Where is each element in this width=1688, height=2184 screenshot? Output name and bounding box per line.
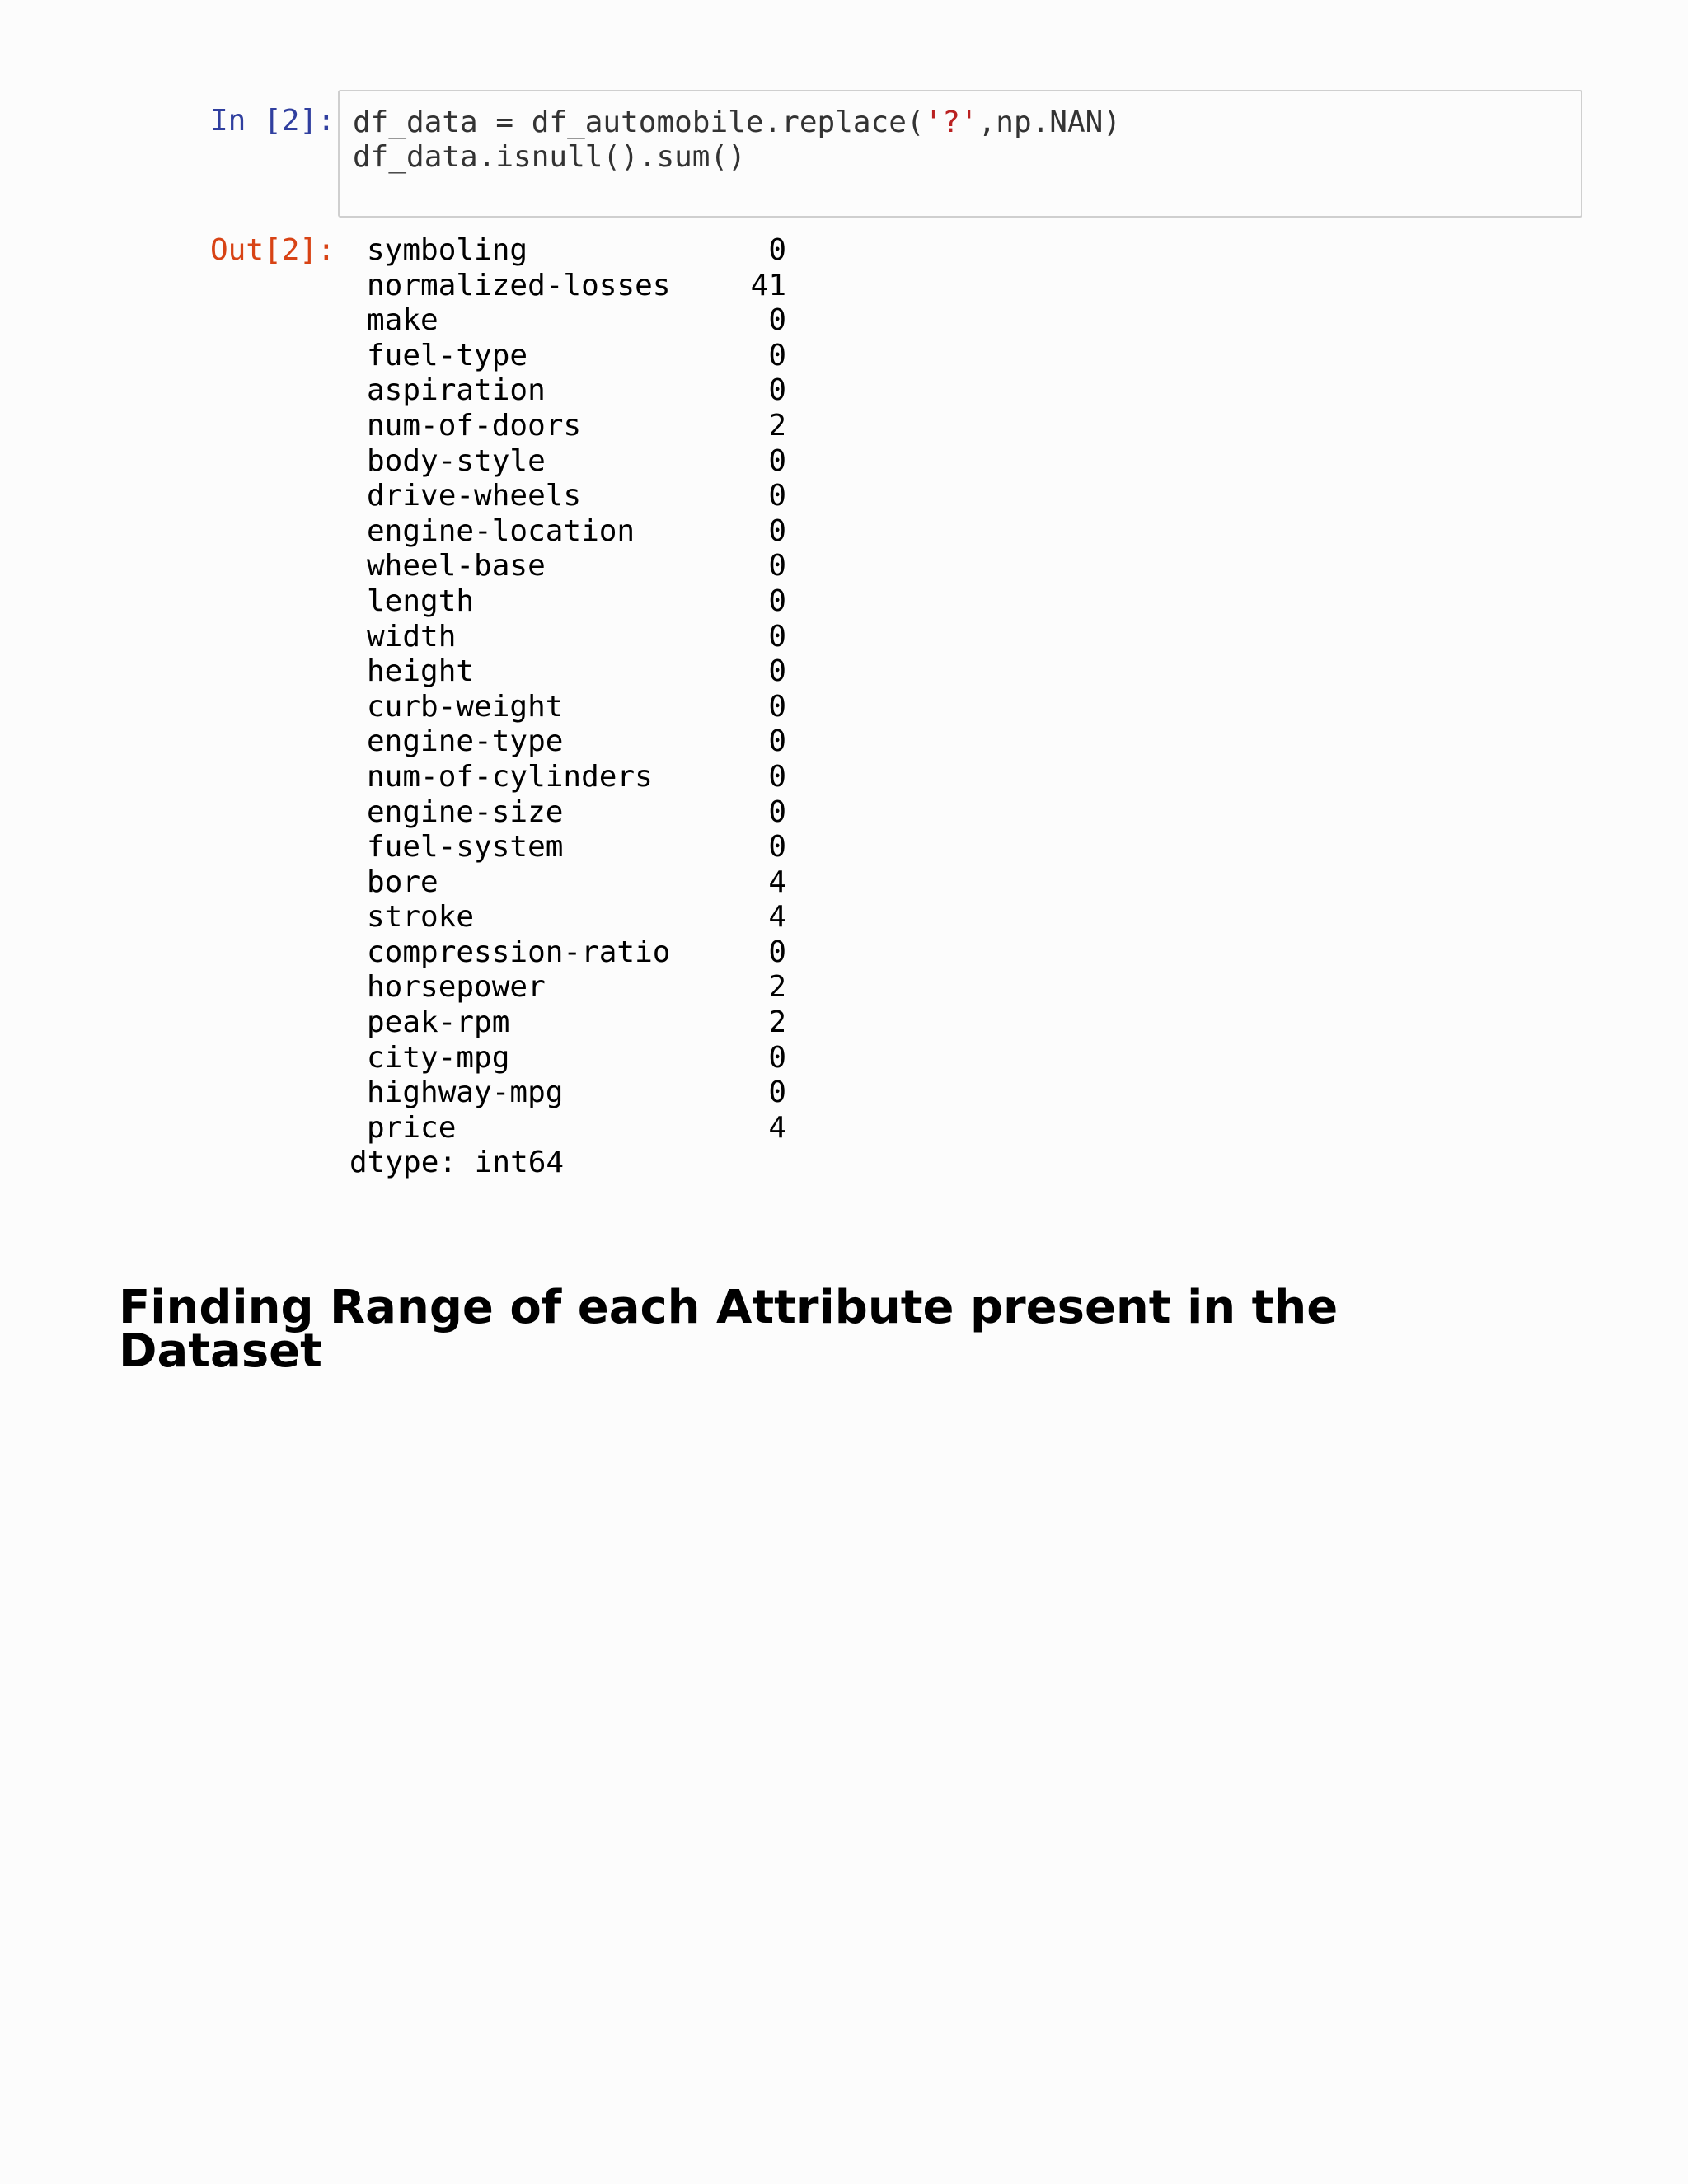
null-count: 0 [768,338,786,373]
output-row [349,794,786,831]
null-count: 0 [768,443,786,478]
null-count: 0 [768,513,786,548]
markdown-heading: Finding Range of each Attribute present in the Dataset [119,1281,1339,1378]
column-name: engine-location [367,513,635,548]
code-line: df_data.isnull().sum() [353,140,746,174]
column-name: stroke [367,900,475,935]
cell-output [349,233,786,1181]
column-name: wheel-base [367,549,546,583]
column-name: highway-mpg [367,1076,564,1110]
output-row [349,549,786,584]
column-name: city-mpg [367,1040,510,1075]
null-count: 4 [768,900,786,935]
code-text: df_data = df_automobile.replace( [353,105,925,139]
output-row [349,724,786,760]
column-name: fuel-system [367,830,564,865]
code-text: ,np.NAN) [978,105,1121,139]
column-name: num-of-doors [367,408,582,443]
null-count: 4 [768,865,786,899]
output-row [349,373,786,409]
column-name: bore [367,865,438,899]
output-row [349,970,786,1005]
column-name: normalized-losses [367,268,671,302]
null-count: 0 [768,583,786,618]
output-row [349,1110,786,1146]
output-row [349,759,786,795]
output-row [349,935,786,971]
null-count: 0 [768,759,786,794]
output-row [349,583,786,620]
output-row [349,830,786,865]
column-name: length [367,583,475,618]
column-name: num-of-cylinders [367,759,653,794]
output-row [349,338,786,374]
column-name: body-style [367,443,546,478]
output-row [349,408,786,444]
column-name: curb-weight [367,689,564,724]
column-name: price [367,1110,457,1145]
null-count: 2 [768,1005,786,1040]
output-row [349,654,786,690]
column-name: make [367,303,438,338]
output-row [349,479,786,514]
null-count: 0 [768,935,786,969]
null-count: 0 [768,373,786,408]
output-row [349,268,786,304]
column-name: engine-size [367,794,564,829]
output-row [349,1005,786,1041]
output-row [349,1040,786,1076]
output-row [349,900,786,935]
output-row [349,619,786,655]
output-row [349,865,786,901]
dtype-line: dtype: int64 [349,1146,565,1180]
column-name: fuel-type [367,338,528,373]
null-count: 0 [768,1076,786,1110]
output-prompt: Out[2]: [210,233,335,267]
column-name: symboling [367,233,528,267]
code-string-literal: '?' [924,105,978,139]
output-row [349,513,786,550]
column-name: compression-ratio [367,935,671,969]
column-name: height [367,654,475,689]
null-count: 0 [768,479,786,513]
null-count: 2 [768,408,786,443]
output-row [349,303,786,339]
column-name: horsepower [367,970,546,1005]
output-row [349,689,786,725]
column-name: engine-type [367,724,564,759]
null-count: 0 [768,689,786,724]
code-line [353,105,1121,141]
code-cell-editor[interactable] [338,90,1582,218]
output-row [349,443,786,480]
output-row [349,233,786,269]
null-count: 2 [768,970,786,1005]
column-name: aspiration [367,373,546,408]
null-count: 0 [768,830,786,865]
null-count: 0 [768,549,786,583]
column-name: drive-wheels [367,479,582,513]
null-count: 0 [768,724,786,759]
null-count: 0 [768,1040,786,1075]
column-name: peak-rpm [367,1005,510,1040]
null-count: 41 [750,268,786,302]
null-count: 0 [768,654,786,689]
column-name: width [367,619,457,654]
output-row [349,1076,786,1111]
null-count: 4 [768,1110,786,1145]
null-count: 0 [768,619,786,654]
null-count: 0 [768,794,786,829]
null-count: 0 [768,303,786,338]
input-prompt: In [2]: [210,104,335,138]
null-count: 0 [768,233,786,267]
